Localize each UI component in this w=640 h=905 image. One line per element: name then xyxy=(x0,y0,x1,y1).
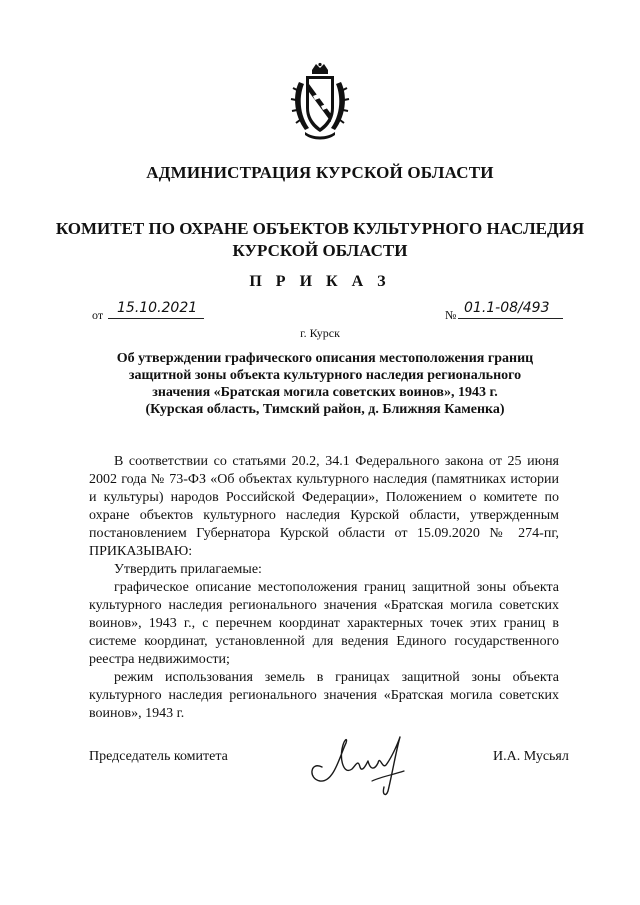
subject-line3: значения «Братская могила советских воинов», 1943 г. xyxy=(152,385,498,400)
handwritten-signature xyxy=(300,725,420,805)
coat-of-arms-icon xyxy=(285,62,355,142)
document-body xyxy=(89,453,559,723)
body-paragraph-1: В соответствии со статьями 20.2, 34.1 Федерального закона от 25 июня 2002 года № 73-ФЗ «Об объектах культурного наследия (памятниках истории и культуры) народов Российской Федерации», Положением о комитете по охране объектов культурного наследия Курской области, утвержденным постановлением Губернатора Курской области от 15.09.2020 № 274-пг, ПРИКАЗЫВАЮ: xyxy=(89,454,559,559)
document-subject xyxy=(95,350,555,418)
document-type: П Р И К А З xyxy=(249,273,391,290)
signatory-position: Председатель комитета xyxy=(89,749,228,764)
administration-title: АДМИНИСТРАЦИЯ КУРСКОЙ ОБЛАСТИ xyxy=(146,163,494,182)
city: г. Курск xyxy=(300,326,340,340)
committee-title-line2: КУРСКОЙ ОБЛАСТИ xyxy=(232,241,408,260)
number-underline xyxy=(458,318,563,319)
date-handwritten: 15.10.2021 xyxy=(117,300,198,316)
signatory-name: И.А. Мусьял xyxy=(493,749,569,764)
subject-line1: Об утверждении графического описания местоположения границ xyxy=(116,351,534,366)
committee-title-line1: КОМИТЕТ ПО ОХРАНЕ ОБЪЕКТОВ КУЛЬТУРНОГО НАСЛЕДИЯ xyxy=(55,219,585,238)
date-underline xyxy=(108,318,204,319)
body-paragraph-4: режим использования земель в границах защитной зоны объекта культурного наследия регионального значения «Братская могила советских воинов», 1943 г. xyxy=(89,670,559,721)
committee-title xyxy=(0,218,640,262)
body-paragraph-3: графическое описание местоположения границ защитной зоны объекта культурного наследия регионального значения «Братская могила советских воинов», 1943 г., с перечнем координат характерных точек этих границ в системе координат, установленной для ведения Единого государственного реестра недвижимости; xyxy=(89,580,559,667)
body-paragraph-2: Утвердить прилагаемые: xyxy=(114,562,262,577)
subject-line4: (Курская область, Тимский район, д. Ближняя Каменка) xyxy=(145,402,505,417)
number-handwritten: 01.1-08/493 xyxy=(464,300,550,316)
number-label: № xyxy=(445,308,457,322)
subject-line2: защитной зоны объекта культурного наследия регионального xyxy=(128,368,522,383)
date-label: от xyxy=(92,308,104,322)
